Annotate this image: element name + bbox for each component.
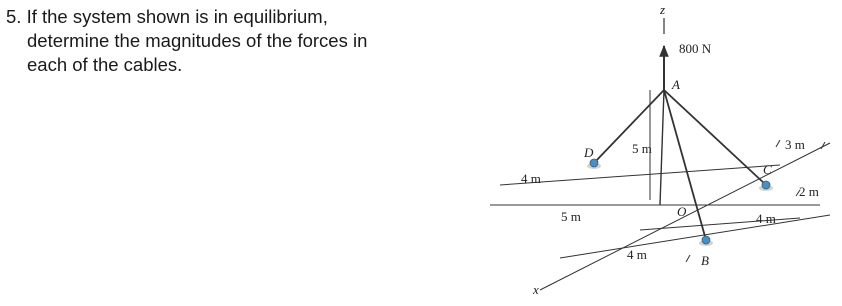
post-line [660,90,664,205]
dim-c-side-label: 2 m [799,184,819,199]
floor-grid [490,143,830,290]
tick-c-top-left [776,140,780,147]
dim-c-bottom-label: 4 m [756,211,776,226]
problem-line-3: each of the cables. [27,54,183,75]
problem-line-2: determine the magnitudes of the forces in [27,30,368,51]
problem-number: 5. [6,6,22,27]
axis-z-label: z [660,2,666,17]
vertical-post [650,18,664,205]
point-c-label: C [763,162,772,177]
point-b-label: B [701,253,709,268]
cable-ac [664,90,766,185]
tick-b-right [686,255,690,262]
origin-label: O [677,204,687,219]
cable-ad [594,90,664,163]
anchor-d [587,159,601,169]
floor-line-b-row [560,215,830,258]
dim-d-x-label: 5 m [561,209,581,224]
point-a-label: A [672,77,680,92]
problem-text-1: If the system shown is in equilibrium, [26,6,328,27]
anchor-c [759,181,773,191]
floor-line-d-row [500,165,780,185]
axis-x-label: x [533,282,539,297]
force-label: 800 N [679,41,712,56]
dim-d-side-label: 4 m [521,171,541,186]
point-d-label: D [584,145,594,160]
anchor-b [699,236,713,246]
dim-height-label: 5 m [632,141,652,156]
dim-c-top-label: 3 m [785,137,805,152]
dim-b-label: 4 m [627,247,647,262]
